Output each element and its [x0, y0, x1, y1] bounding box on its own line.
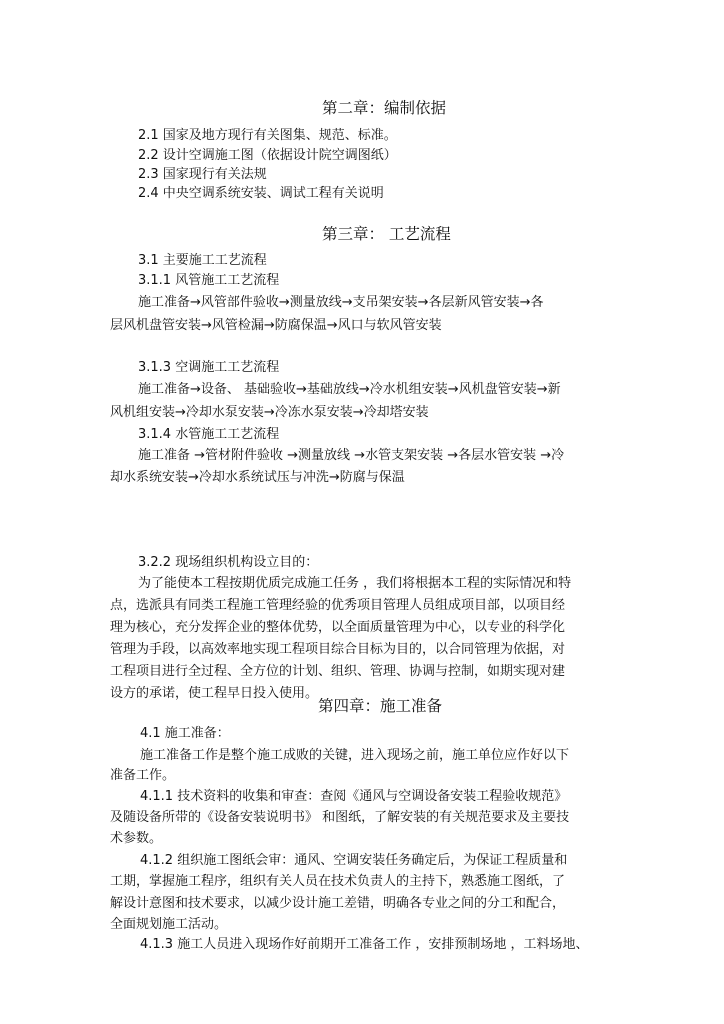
flow-line: 施工准备 →管材附件验收 →测量放线 →水管支架安装 →各层水管安装 →冷 — [138, 448, 565, 463]
paragraph-line: 工程项目进行全过程、全方位的计划、组织、管理、协调与控制，如期实现对建 — [110, 664, 566, 679]
section-heading: 4.1 施工准备： — [140, 726, 230, 741]
chapter-3-title: 第三章： 工艺流程 — [322, 225, 451, 243]
paragraph-line: 理为核心，充分发挥企业的整体优势，以全面质量管理为中心，以专业的科学化 — [110, 620, 566, 635]
list-item: 2.3 国家现行有关法规 — [138, 167, 267, 182]
paragraph-line: 4.1.2 组织施工图纸会审：通风、空调安装任务确定后，为保证工程质量和 — [140, 853, 568, 868]
paragraph-line: 施工准备工作是整个施工成败的关键，进入现场之前，施工单位应作好以下 — [140, 748, 570, 763]
list-item: 2.4 中央空调系统安装、调试工程有关说明 — [138, 186, 384, 201]
paragraph-line: 术参数。 — [110, 831, 163, 846]
paragraph-line: 解设计意图和技术要求，以减少设计施工差错，明确各专业之间的分工和配合， — [110, 896, 566, 911]
paragraph-line: 点，选派具有同类工程施工管理经验的优秀项目管理人员组成项目部，以项目经 — [110, 598, 566, 613]
paragraph-line: 全面规划施工活动。 — [110, 917, 228, 932]
paragraph-line: 4.1.3 施工人员进入现场作好前期开工准备工作 ，安排预制场地 ，工料场地、 — [140, 937, 589, 952]
list-item: 2.2 设计空调施工图（依据设计院空调图纸） — [138, 148, 397, 163]
flow-line: 风机组安装→冷却水泵安装→冷冻水泵安装→冷却塔安装 — [110, 405, 429, 420]
list-item: 2.1 国家及地方现行有关图集、规范、标准。 — [138, 128, 397, 143]
paragraph-line: 4.1.1 技术资料的收集和审查：查阅《通风与空调设备安装工程验收规范》 — [140, 789, 568, 804]
section-heading: 3.2.2 现场组织机构设立目的： — [138, 555, 319, 570]
paragraph-line: 为了能使本工程按期优质完成施工任务 ，我们将根据本工程的实际情况和特 — [138, 576, 572, 591]
chapter-4-title: 第四章：施工准备 — [318, 697, 443, 715]
section-heading: 3.1.1 风管施工工艺流程 — [138, 273, 280, 288]
section-heading: 3.1.3 空调施工工艺流程 — [138, 360, 280, 375]
flow-line: 施工准备→风管部件验收→测量放线→支吊架安装→各层新风管安装→各 — [138, 295, 544, 310]
section-heading: 3.1 主要施工工艺流程 — [138, 253, 267, 268]
flow-line: 却水系统安装→冷却水系统试压与冲洗→防腐与保温 — [110, 470, 405, 485]
chapter-2-title: 第二章：编制依据 — [322, 99, 447, 117]
paragraph-line: 设方的承诺，使工程早日投入使用。 — [110, 686, 319, 701]
flow-line: 施工准备→设备、 基础验收→基础放线→冷水机组安装→风机盘管安装→新 — [138, 382, 561, 397]
paragraph-line: 工期，掌握施工程序，组织有关人员在技术负责人的主持下，熟悉施工图纸，了 — [110, 874, 566, 889]
flow-line: 层风机盘管安装→风管检漏→防腐保温→风口与软风管安装 — [110, 318, 442, 333]
paragraph-line: 及随设备所带的《设备安装说明书》 和图纸，了解安装的有关规范要求及主要技 — [110, 810, 570, 825]
paragraph-line: 管理为手段，以高效率地实现工程项目综合目标为目的，以合同管理为依据，对 — [110, 642, 566, 657]
paragraph-line: 准备工作。 — [110, 768, 176, 783]
section-heading: 3.1.4 水管施工工艺流程 — [138, 427, 280, 442]
